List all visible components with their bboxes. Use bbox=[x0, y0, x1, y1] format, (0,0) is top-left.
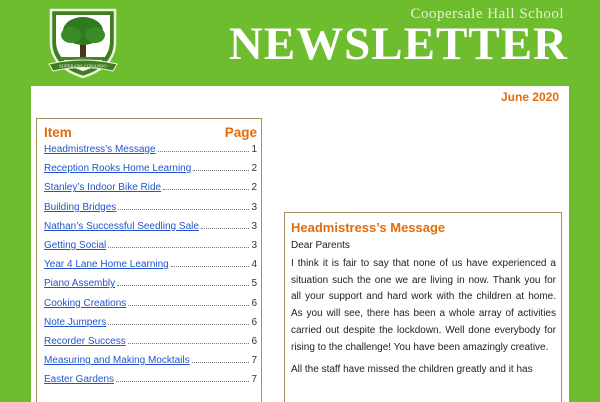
article-title: Headmistress’s Message bbox=[291, 220, 446, 235]
toc-row bbox=[44, 298, 257, 317]
article-salutation: Dear Parents bbox=[291, 240, 350, 251]
crest-motto: SUPERANS CONANDO bbox=[59, 63, 107, 69]
toc-page-number: 3 bbox=[251, 220, 257, 232]
newsletter-title: NEWSLETTER bbox=[228, 18, 568, 70]
dot-leader bbox=[158, 151, 250, 152]
toc-row bbox=[44, 240, 257, 259]
dot-leader bbox=[163, 189, 249, 190]
dot-leader bbox=[128, 343, 250, 344]
toc-row bbox=[44, 259, 257, 278]
item-column-heading: Item bbox=[44, 125, 72, 140]
toc-link[interactable]: Recorder Success bbox=[44, 335, 126, 347]
school-crest-icon bbox=[47, 4, 119, 78]
toc-row bbox=[44, 163, 257, 182]
table-of-contents bbox=[36, 118, 262, 402]
dot-leader bbox=[108, 324, 249, 325]
dot-leader bbox=[118, 209, 249, 210]
toc-page-number: 6 bbox=[251, 316, 257, 328]
toc-link[interactable]: Measuring and Making Mocktails bbox=[44, 355, 190, 367]
toc-page-number: 2 bbox=[251, 163, 257, 175]
toc-link[interactable]: Headmistress’s Message bbox=[44, 144, 156, 155]
dot-leader bbox=[192, 362, 250, 363]
headmistress-message-article bbox=[284, 212, 562, 402]
dot-leader bbox=[171, 266, 250, 267]
article-paragraph: I think it is fair to say that none of us have experienced a situation such the one we are living in now. Thank you for all your support and hard work with the children at home. As you will see, there has been a whole array of activities carried out despite the lockdown. Well done everybody for rising to the challenge! You have been amazingly creative. bbox=[291, 258, 556, 353]
toc-row bbox=[44, 144, 257, 163]
toc-page-number: 6 bbox=[251, 335, 257, 347]
toc-row bbox=[44, 374, 257, 393]
contents-header bbox=[37, 119, 261, 144]
toc-row bbox=[44, 317, 257, 336]
toc-page-number: 3 bbox=[251, 201, 257, 213]
dot-leader bbox=[117, 285, 249, 286]
dot-leader bbox=[193, 170, 249, 171]
toc-link[interactable]: Cooking Creations bbox=[44, 297, 127, 309]
dot-leader bbox=[201, 228, 250, 229]
toc-row bbox=[44, 336, 257, 355]
toc-page-number: 4 bbox=[251, 259, 257, 271]
toc-page-number: 1 bbox=[251, 144, 257, 155]
dot-leader bbox=[128, 305, 249, 306]
article-paragraph: All the staff have missed the children greatly and it has bbox=[291, 364, 533, 376]
toc-link[interactable]: Reception Rooks Home Learning bbox=[44, 163, 192, 175]
toc-link[interactable]: Year 4 Lane Home Learning bbox=[44, 259, 169, 271]
toc-link[interactable]: Building Bridges bbox=[44, 201, 117, 213]
toc-link[interactable]: Getting Social bbox=[44, 239, 107, 251]
toc-row bbox=[44, 221, 257, 240]
toc-link[interactable]: Stanley’s Indoor Bike Ride bbox=[44, 182, 162, 194]
toc-page-number: 5 bbox=[251, 278, 257, 290]
toc-link[interactable]: Easter Gardens bbox=[44, 374, 115, 386]
newsletter-page bbox=[31, 86, 569, 402]
toc-page-number: 2 bbox=[251, 182, 257, 194]
toc-row bbox=[44, 278, 257, 297]
issue-date: June 2020 bbox=[500, 90, 559, 104]
toc-link[interactable]: Note Jumpers bbox=[44, 316, 107, 328]
toc-link[interactable]: Nathan’s Successful Seedling Sale bbox=[44, 220, 199, 232]
toc-row bbox=[44, 202, 257, 221]
toc-page-number: 3 bbox=[251, 239, 257, 251]
toc-row bbox=[44, 355, 257, 374]
toc-page-number: 7 bbox=[251, 374, 257, 386]
page-column-heading: Page bbox=[224, 125, 257, 140]
toc-link[interactable]: Piano Assembly bbox=[44, 278, 116, 290]
school-name: Coopersale Hall School bbox=[410, 6, 564, 22]
dot-leader bbox=[116, 381, 249, 382]
dot-leader bbox=[108, 247, 249, 248]
contents-list bbox=[37, 144, 261, 393]
toc-row bbox=[44, 182, 257, 201]
toc-page-number: 7 bbox=[251, 355, 257, 367]
toc-page-number: 6 bbox=[251, 297, 257, 309]
